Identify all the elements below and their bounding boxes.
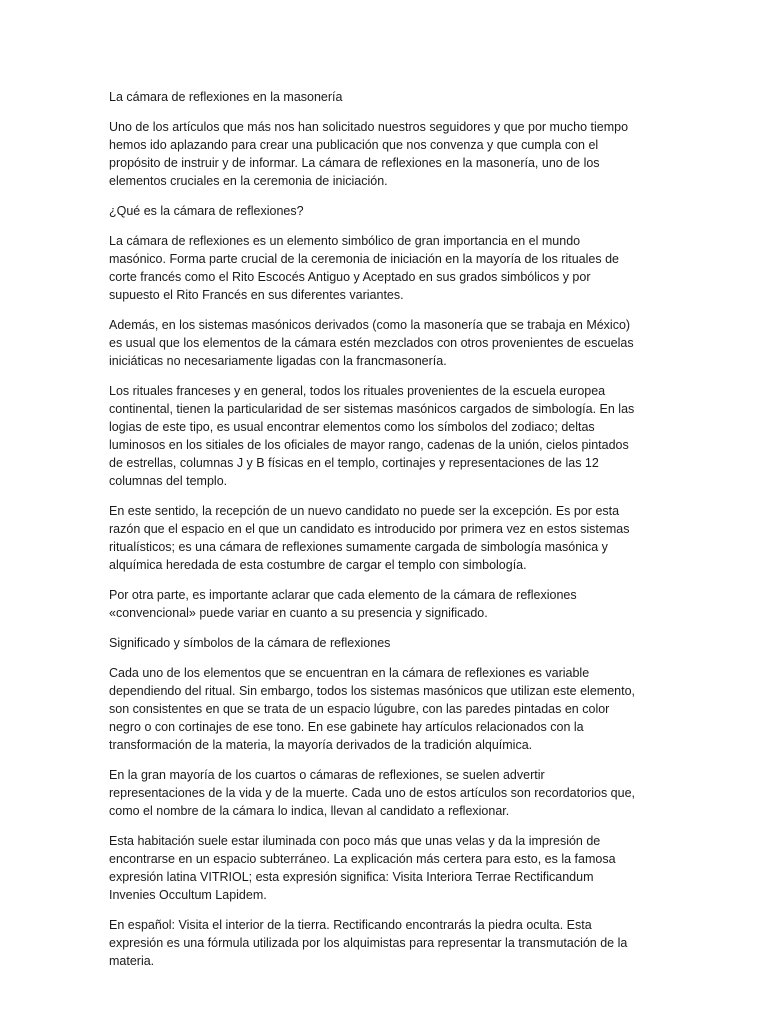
majority-paragraph	[109, 766, 661, 820]
spanish-line: materia.	[109, 954, 155, 968]
other-hand-line: «convencional» puede variar en cuanto a su presencia y significado.	[109, 606, 488, 620]
document-title: La cámara de reflexiones en la masonería	[109, 90, 343, 104]
other-hand-paragraph	[109, 586, 661, 622]
intro-paragraph	[109, 118, 661, 190]
french-rituals-line: de estrellas, columnas J y B físicas en el templo, cortinajes y representaciones de las 12	[109, 456, 599, 470]
majority-line: representaciones de la vida y de la muerte. Cada uno de estos artículos son recordatorios que,	[109, 786, 636, 800]
definition-paragraph	[109, 232, 661, 304]
elements-line: son consistentes en que se trata de un espacio lúgubre, con las paredes pintadas en color	[109, 702, 610, 716]
intro-line: hemos ido aplazando para crear una publicación que nos convenza y que cumpla con el	[109, 138, 599, 152]
french-rituals-line: continental, tienen la particularidad de ser sistemas masónicos cargados de simbología. En las	[109, 402, 635, 416]
room-paragraph	[109, 832, 661, 904]
symbols-heading: Significado y símbolos de la cámara de reflexiones	[109, 636, 391, 650]
elements-line: transformación de la materia, la mayoría derivados de la tradición alquímica.	[109, 738, 533, 752]
spanish-line: En español: Visita el interior de la tierra. Rectificando encontrarás la piedra oculta. Esta	[109, 918, 592, 932]
derived-systems-paragraph	[109, 316, 661, 370]
reception-paragraph	[109, 502, 661, 574]
french-rituals-line: columnas del templo.	[109, 474, 228, 488]
majority-line: En la gran mayoría de los cuartos o cámaras de reflexiones, se suelen advertir	[109, 768, 545, 782]
intro-line: elementos cruciales en la ceremonia de iniciación.	[109, 174, 388, 188]
definition-line: supuesto el Rito Francés en sus diferentes variantes.	[109, 288, 404, 302]
definition-line: masónico. Forma parte crucial de la ceremonia de iniciación en la mayoría de los rituales de	[109, 252, 619, 266]
room-line: Invenies Occultum Lapidem.	[109, 888, 267, 902]
elements-line: Cada uno de los elementos que se encuentran en la cámara de reflexiones es variable	[109, 666, 590, 680]
room-line: expresión latina VITRIOL; esta expresión significa: Visita Interiora Terrae Rectificandum	[109, 870, 594, 884]
reception-line: razón que el espacio en el que un candidato es introducido por primera vez en estos sistemas	[109, 522, 630, 536]
question-heading: ¿Qué es la cámara de reflexiones?	[109, 204, 304, 218]
reception-line: alquímica heredada de esta costumbre de cargar el templo con simbología.	[109, 558, 527, 572]
document-body	[109, 88, 661, 982]
derived-systems-line: iniciáticas no necesariamente ligadas con la francmasonería.	[109, 354, 447, 368]
definition-line: La cámara de reflexiones es un elemento simbólico de gran importancia en el mundo	[109, 234, 581, 248]
spanish-paragraph	[109, 916, 661, 970]
french-rituals-line: logias de este tipo, es usual encontrar elementos como los símbolos del zodiaco; deltas	[109, 420, 595, 434]
elements-line: negro o con cortinajes de ese tono. En ese gabinete hay artículos relacionados con la	[109, 720, 584, 734]
reception-line: ritualísticos; es una cámara de reflexiones sumamente cargada de simbología masónica y	[109, 540, 608, 554]
definition-line: corte francés como el Rito Escocés Antiguo y Aceptado en sus grados simbólicos y por	[109, 270, 591, 284]
intro-line: propósito de instruir y de informar. La cámara de reflexiones en la masonería, uno de los	[109, 156, 600, 170]
other-hand-line: Por otra parte, es importante aclarar que cada elemento de la cámara de reflexiones	[109, 588, 577, 602]
french-rituals-line: luminosos en los sitiales de los oficiales de mayor rango, cadenas de la unión, cielos pintados	[109, 438, 629, 452]
room-line: Esta habitación suele estar iluminada con poco más que unas velas y da la impresión de	[109, 834, 601, 848]
room-line: encontrarse en un espacio subterráneo. La explicación más certera para esto, es la famosa	[109, 852, 616, 866]
french-rituals-paragraph	[109, 382, 661, 490]
reception-line: En este sentido, la recepción de un nuevo candidato no puede ser la excepción. Es por esta	[109, 504, 620, 518]
french-rituals-line: Los rituales franceses y en general, todos los rituales provenientes de la escuela europea	[109, 384, 606, 398]
majority-line: como el nombre de la cámara lo indica, llevan al candidato a reflexionar.	[109, 804, 510, 818]
intro-line: Uno de los artículos que más nos han solicitado nuestros seguidores y que por mucho tiempo	[109, 120, 629, 134]
derived-systems-line: es usual que los elementos de la cámara estén mezclados con otros provenientes de escuelas	[109, 336, 634, 350]
derived-systems-line: Además, en los sistemas masónicos derivados (como la masonería que se trabaja en México)	[109, 318, 631, 332]
elements-line: dependiendo del ritual. Sin embargo, todos los sistemas masónicos que utilizan este elemento,	[109, 684, 636, 698]
elements-paragraph	[109, 664, 661, 754]
spanish-line: expresión es una fórmula utilizada por los alquimistas para representar la transmutación de la	[109, 936, 628, 950]
